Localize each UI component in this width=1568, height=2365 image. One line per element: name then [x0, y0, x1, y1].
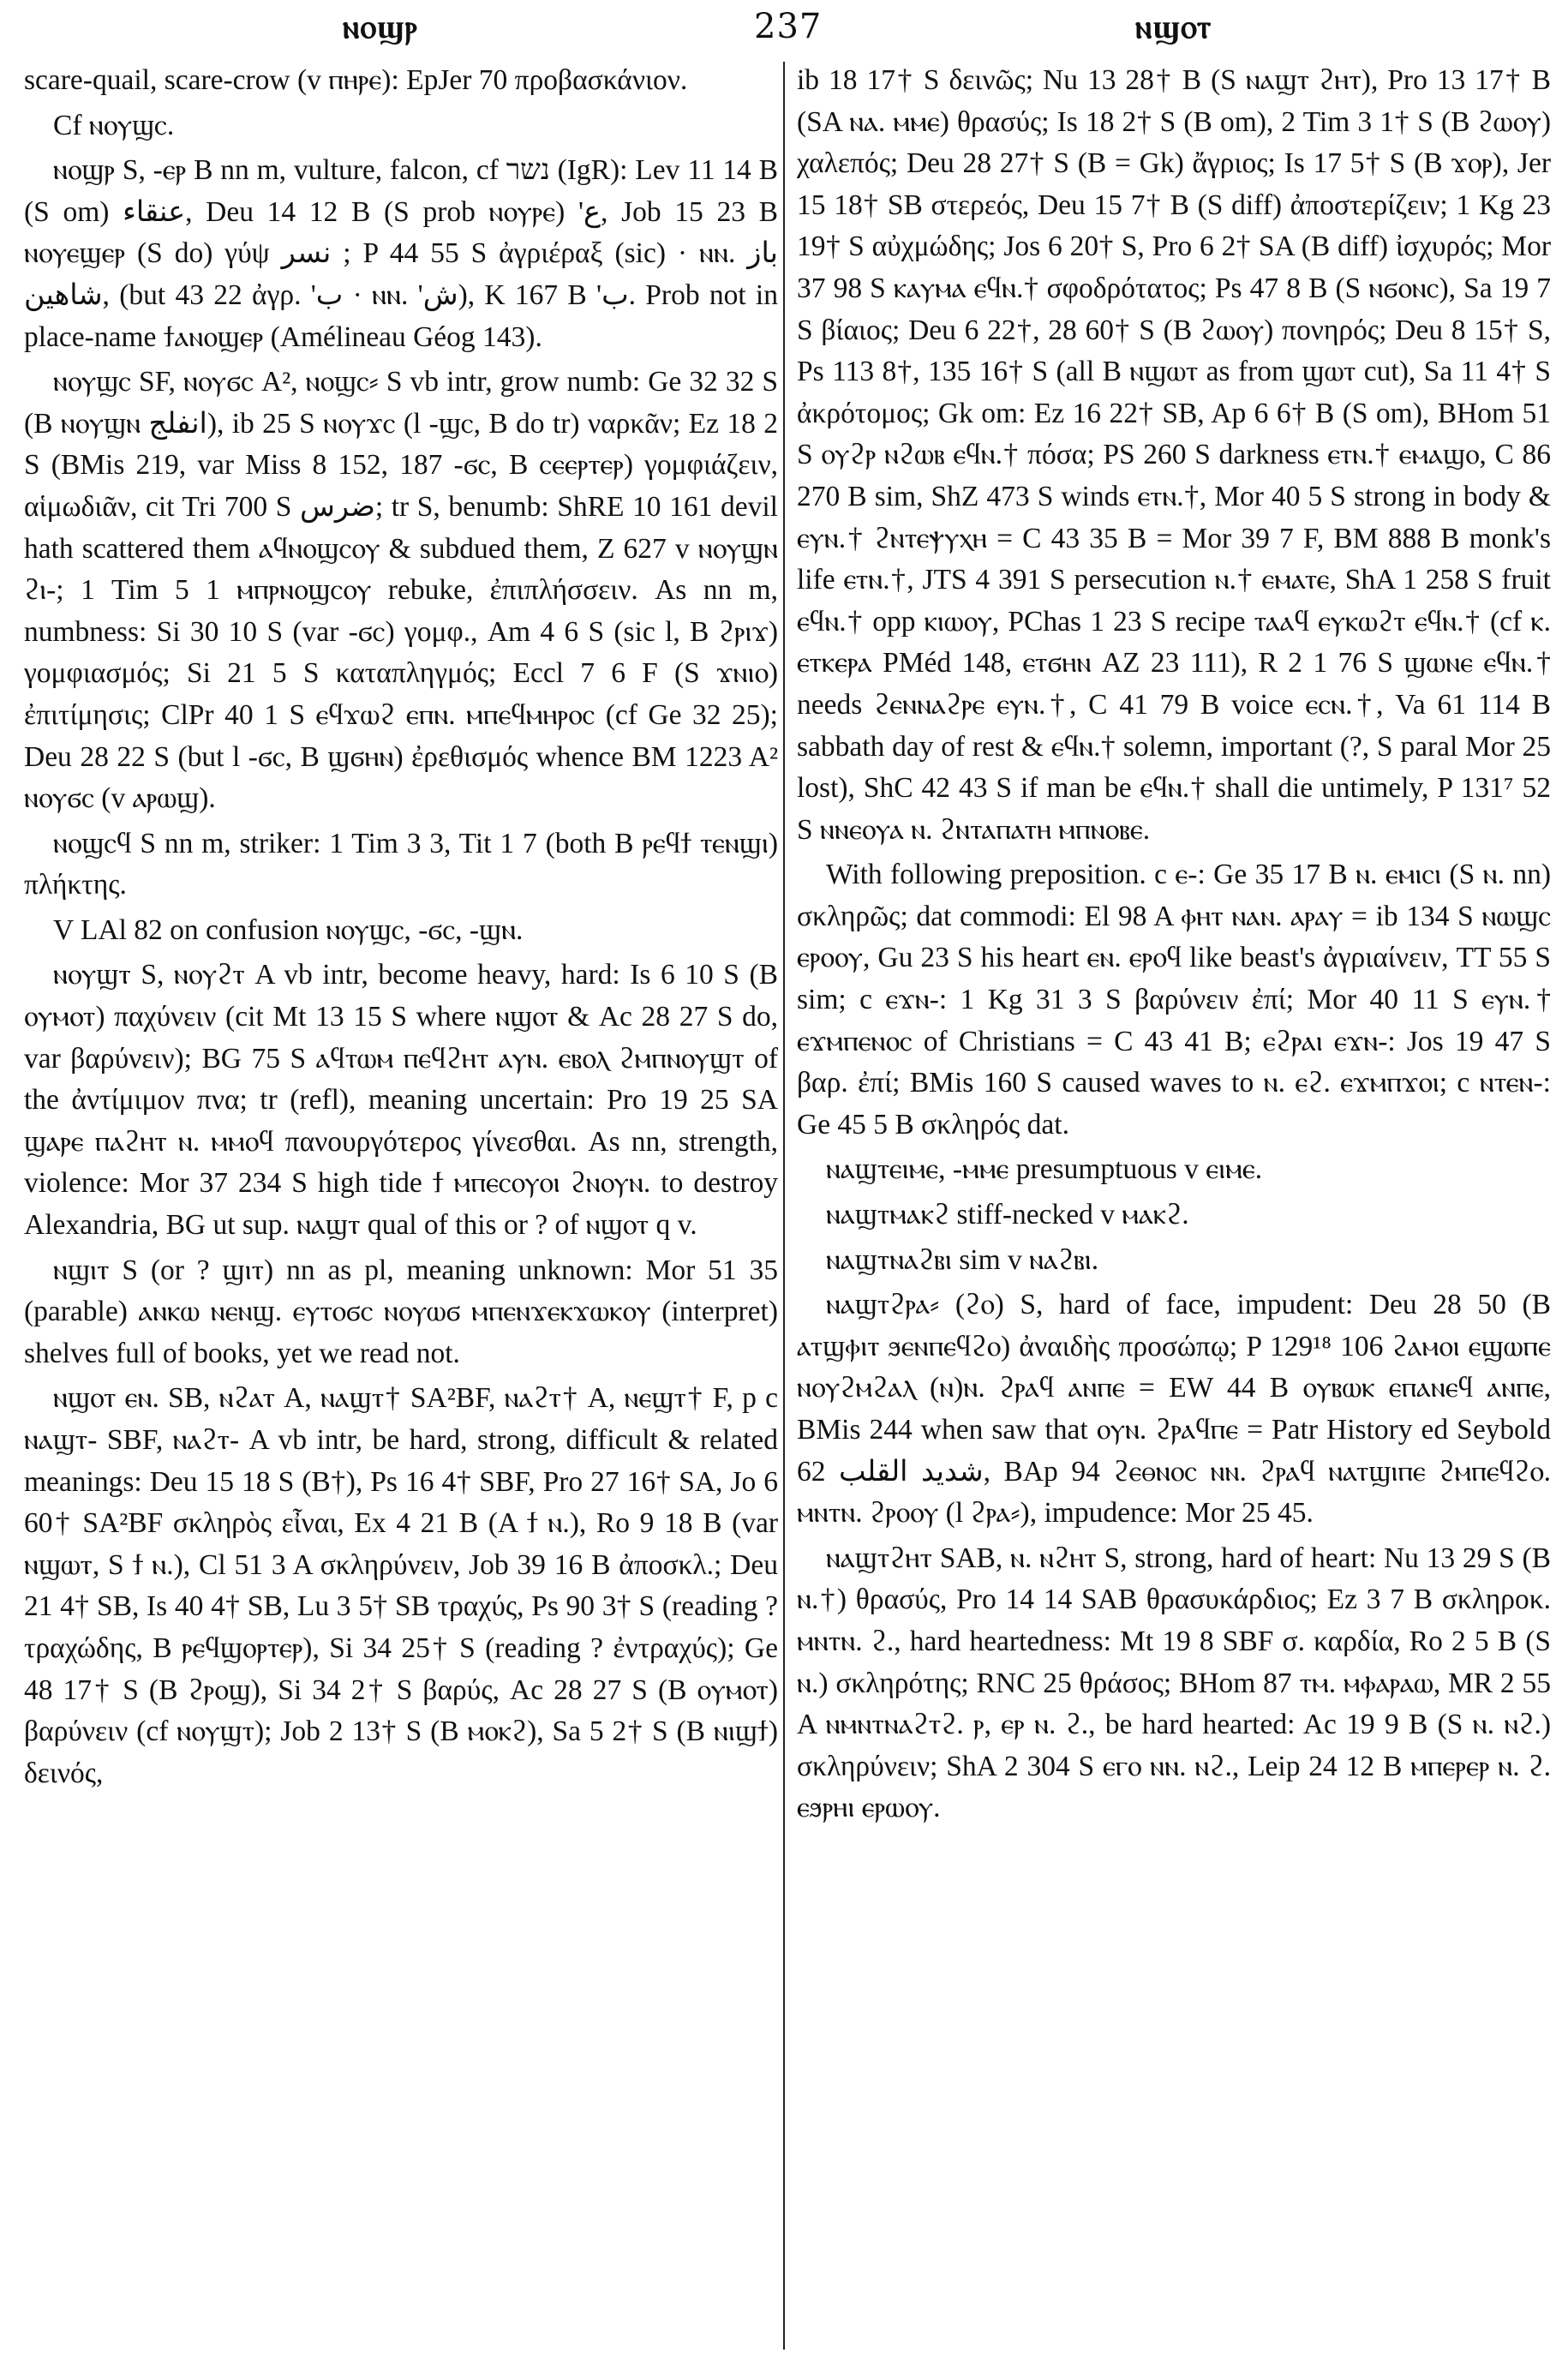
column-divider	[783, 62, 785, 2350]
compound-nashtmakh: ⲛⲁϣⲧⲙⲁⲕϩ stiff-necked v ⲙⲁⲕϩ.	[826, 1199, 1189, 1231]
subentry-prepositions: With following preposition. c ⲉ-: Ge 35 17 B ⲛ. ⲉⲙⲓⲥⲓ (S ⲛ. nn) σκληρῶς; dat commodi: El 98 A ⲫⲏⲧ ⲛⲁⲛ. ⲁⲣⲁⲩ = ib 134 S ⲛⲱϣⲥ ⲉⲣⲟⲟⲩ, Gu 23 S his heart ⲉⲛ. ⲉⲣⲟϥ like beast's ἀγριαίνειν, TT 55 S sim; c ⲉϫⲛ-: 1 Kg 31 3 S βαρύνειν ἐπί; Mor 40 11 S ⲉⲩⲛ.† ⲉϫⲙⲡⲉⲛⲟⲥ of Christians = C 43 41 B; ⲉϩⲣⲁⲓ ⲉϫⲛ-: Jos 19 47 S βαρ. ἐπί; BMis 160 S caused waves to ⲛ. ⲉϩ. ⲉϫⲙⲡϫⲟⲓ; c ⲛⲧⲉⲛ-: Ge 45 5 B σκληρός dat.	[797, 859, 1551, 1141]
entry-noushs: ⲛⲟⲩϣⲥ SF, ⲛⲟⲩϭⲥ A², ⲛⲟϣⲥ⸗ S vb intr, grow numb: Ge 32 32 S (B ⲛⲟⲩϣⲛ انفلج), ib 25 S ⲛⲟⲩϫⲥ (l -ϣⲥ, B do tr) ναρκᾶν; Ez 18 2 S (BMis 219, var Miss 8 152, 187 -ϭⲥ, B ⲥⲉⲉⲣⲧⲉⲣ) γομφιάζειν, αἱμωδιᾶν, cit Tri 700 S ضرس; tr S, benumb: ShRE 10 161 devil hath scattered them ⲁϥⲛⲟϣⲥⲟⲩ & subdued them, Z 627 v ⲛⲟⲩϣⲛ ϩⲓ-; 1 Tim 5 1 ⲙⲡⲣⲛⲟϣⲥⲟⲩ rebuke, ἐπιπλήσσειν. As nn m, numbness: Si 30 10 S (var -ϭⲥ) γομφ., Am 4 6 S (sic l, B ϩⲣⲓϫ) γομφιασμός; Si 21 5 S καταπληγμός; Eccl 7 6 F (S ϫⲛⲓⲟ) ἐπιτίμησις; ClPr 40 1 S ⲉϥϫⲱϩ ⲉⲡⲛ. ⲙⲡⲉϥⲙⲏⲣⲟⲥ (cf Ge 32 25); Deu 28 22 S (but l -ϭⲥ, B ϣϭⲏⲛ) ἐρεθισμός whence BM 1223 A² ⲛⲟⲩϭⲥ (v ⲁⲣⲱϣ).	[24, 366, 778, 815]
left-column	[24, 60, 778, 1798]
entry-nshit: ⲛϣⲓⲧ S (or ? ϣⲓⲧ) nn as pl, meaning unknown: Mor 51 35 (parable) ⲁⲛⲕⲱ ⲛⲉⲛϣ. ⲉⲩⲧⲟϭⲥ ⲛⲟⲩⲱϭ ⲙⲡⲉⲛϫⲉⲕϫⲱⲕⲟⲩ (interpret) shelves full of books, yet we read not.	[24, 1254, 778, 1369]
entry-noushst: ⲛⲟⲩϣⲧ S, ⲛⲟⲩϩⲧ A vb intr, become heavy, hard: Is 6 10 S (B ⲟⲩⲙⲟⲧ) παχύνειν (cit Mt 13 15 S where ⲛϣⲟⲧ & Ac 28 27 S do, var βαρύνειν); BG 75 S ⲁϥⲧⲱⲙ ⲡⲉϥϩⲏⲧ ⲁⲩⲛ. ⲉⲃⲟⲗ ϩⲙⲡⲛⲟⲩϣⲧ of the ἀντίμιμον πνα; tr (refl), meaning uncertain: Pro 19 25 SA ϣⲁⲣⲉ ⲡⲁϩⲏⲧ ⲛ. ⲙⲙⲟϥ πανουργότερος γίνεσθαι. As nn, strength, violence: Mor 37 234 S high tide ϯ ⲙⲡⲉⲥⲟⲩⲟⲓ ϩⲛⲟⲩⲛ. to destroy Alexandria, BG ut sup. ⲛⲁϣⲧ qual of this or ? of ⲛϣⲟⲧ q v.	[24, 959, 778, 1242]
right-column	[797, 60, 1551, 1833]
cross-reference: Cf ⲛⲟⲩϣⲥ.	[53, 109, 175, 141]
page-header	[0, 7, 1568, 58]
entry-nshot: ⲛϣⲟⲧ ⲉⲛ. SB, ⲛϩⲁⲧ A, ⲛⲁϣⲧ† SA²BF, ⲛⲁϩⲧ† A, ⲛⲉϣⲧ† F, p c ⲛⲁϣⲧ- SBF, ⲛⲁϩⲧ- A vb intr, be hard, strong, difficult & related meanings: Deu 15 18 S (B†), Ps 16 4† SBF, Pro 27 16† SA, Jo 6 60† SA²BF σκληρὸς εἶναι, Ex 4 21 B (A ϯ ⲛ.), Ro 9 18 B (var ⲛϣⲱⲧ, S ϯ ⲛ.), Cl 51 3 A σκληρύνειν, Job 39 16 B ἀποσκλ.; Deu 21 4† SB, Is 40 4† SB, Lu 3 5† SB τραχύς, Ps 90 3† S (reading ? τραχώδης, B ⲣⲉϥϣⲟⲣⲧⲉⲣ), Si 34 25† S (reading ? ἐντραχύς); Ge 48 17† S (B ϩⲣⲟϣ), Si 34 2† S βαρύς, Ac 28 27 S (B ⲟⲩⲙⲟⲧ) βαρύνειν (cf ⲛⲟⲩϣⲧ); Job 2 13† S (B ⲙⲟⲕϩ), Sa 5 2† S (B ⲛⲓϣϯ) δεινός,	[24, 1382, 778, 1789]
entry-nosr: ⲛⲟϣⲣ S, -ⲉⲣ B nn m, vulture, falcon, cf נשר (IgR): Lev 11 14 B (S om) عنقاء, Deu 14 12 B (S prob ⲛⲟⲩⲣⲉ) 'ع, Job 15 23 B ⲛⲟⲩⲉϣⲉⲣ (S do) γύψ نسر ; P 44 55 S ἀγριέραξ (sic) · ⲛⲛ. باز ,شاهين (but 43 22 ἀγρ. 'ب · ⲛⲛ. 'ش), K 167 B 'ب. Prob not in place-name ϯⲁⲛⲟϣⲉⲣ (Amélineau Géog 143).	[24, 154, 778, 353]
compound-nashtnahbi: ⲛⲁϣⲧⲛⲁϩⲃⲓ sim v ⲛⲁϩⲃⲓ.	[826, 1243, 1099, 1276]
entry-nshot-continued: ib 18 17† S δεινῶς; Nu 13 28† B (S ⲛⲁϣⲧ ϩⲏⲧ), Pro 13 17† B (SA ⲛⲁ. ⲙⲙⲉ) θρασύς; Is 18 2† S (B om), 2 Tim 3 1† S (B ϩⲱⲟⲩ) χαλεπός; Deu 28 27† S (B = Gk) ἄγριος; Is 17 5† S (B ϫⲟⲣ), Jer 15 18† SB στερεός, Deu 15 7† B (S diff) ἀποστερίζειν; 1 Kg 23 19† S αὐχμώδης; Jos 6 20† S, Pro 6 2† SA (B diff) ἰσχυρός; Mor 37 98 S ⲕⲁⲩⲙⲁ ⲉϥⲛ.† σφοδρότατος; Ps 47 8 B (S ⲛϭⲟⲛⲥ), Sa 19 7 S βίαιος; Deu 6 22†, 28 60† S (B ϩⲱⲟⲩ) πονηρός; Deu 8 15† S, Ps 113 8†, 135 16† S (all B ⲛϣⲱⲧ as from ϣⲱⲧ cut), Sa 11 4† S ἀκρότομος; Gk om: Ez 16 22† SB, Ap 6 6† B (S om), BHom 51 S ⲟⲩϩⲣ ⲛϩⲱⲃ ⲉϥⲛ.† πόσα; PS 260 S darkness ⲉⲧⲛ.† ⲉⲙⲁϣⲟ, C 86 270 B sim, ShZ 473 S winds ⲉⲧⲛ.†, Mor 40 5 S strong in body & ⲉⲩⲛ.† ϩⲛⲧⲉⲯⲩⲭⲏ = C 43 35 B = Mor 39 7 F, BM 888 B monk's life ⲉⲧⲛ.†, JTS 4 391 S persecution ⲛ.† ⲉⲙⲁⲧⲉ, ShA 1 258 S fruit ⲉϥⲛ.† opp ⲕⲓⲱⲟⲩ, PChas 1 23 S recipe ⲧⲁⲁϥ ⲉⲩⲕⲱϩⲧ ⲉϥⲛ.† (cf ⲕ. ⲉⲧⲕⲉⲣⲁ PMéd 148, ⲉⲧϭⲏⲛ AZ 23 111), R 2 1 76 S ϣⲱⲛⲉ ⲉϥⲛ.† needs ϩⲉⲛⲛⲁϩⲣⲉ ⲉⲩⲛ.†, C 41 79 B voice ⲉⲥⲛ.†, Va 61 114 B sabbath day of rest & ⲉϥⲛ.† solemn, important (?, S paral Mor 25 lost), ShC 42 43 S if man be ⲉϥⲛ.† shall die untimely, P 131⁷ 52 S ⲛⲛⲉⲟⲩⲁ ⲛ. ϩⲛⲧⲁⲡⲁⲧⲏ ⲙⲡⲛⲟⲃⲉ.	[797, 64, 1551, 846]
page-number: 237	[754, 7, 823, 46]
entry-continuation: scare-quail, scare-crow (v ⲡⲏⲣⲉ): EpJer 70 προβασκάνιον.	[24, 64, 688, 96]
right-running-head: ⲛϣⲟⲧ	[1135, 7, 1212, 45]
compound-nashthet: ⲛⲁϣⲧϩⲏⲧ SAB, ⲛ. ⲛϩⲏⲧ S, strong, hard of heart: Nu 13 29 S (B ⲛ.†) θρασύς, Pro 14 14 SAB θρασυκάρδιος; Ez 3 7 B σκληροκ. ⲙⲛⲧⲛ. ϩ., hard heartedness: Mt 19 8 SBF σ. καρδία, Ro 2 5 B (S ⲛ.) σκληρότης; RNC 25 θράσος; BHom 87 ⲧⲙ. ⲙⲫⲁⲣⲁⲱ, MR 2 55 A ⲛⲙⲛⲧⲛⲁϩⲧϩ. ⲣ, ⲉⲣ ⲛ. ϩ., be hard hearted: Ac 19 9 B (S ⲛ. ⲛϩ.) σκληρύνειν; ShA 2 304 S ⲉⲅⲟ ⲛⲛ. ⲛϩ., Leip 24 12 B ⲙⲡⲉⲣⲉⲣ ⲛ. ϩ. ⲉϧⲣⲏⲓ ⲉⲣⲱⲟⲩ.	[797, 1542, 1551, 1824]
subentry-noshsf: ⲛⲟϣⲥϥ S nn m, striker: 1 Tim 3 3, Tit 1 7 (both B ⲣⲉϥϯ ⲧⲉⲛϣⲓ) πλήκτης.	[24, 827, 778, 901]
note-confusion: V LAl 82 on confusion ⲛⲟⲩϣⲥ, -ϭⲥ, -ϣⲛ.	[53, 913, 524, 946]
compound-nashteime: ⲛⲁϣⲧⲉⲓⲙⲉ, -ⲙⲙⲉ presumptuous v ⲉⲓⲙⲉ.	[826, 1153, 1263, 1186]
compound-nashthra: ⲛⲁϣⲧϩⲣⲁ⸗ (ϩⲟ) S, hard of face, impudent: Deu 28 50 (B ⲁⲧϣⲫⲓⲧ ϧⲉⲛⲡⲉϥϩⲟ) ἀναιδὴς προσώπῳ; P 129¹⁸ 106 ϩⲁⲙⲟⲓ ⲉϣⲱⲡⲉ ⲛⲟⲩϩⲙϩⲁⲗ (ⲛ)ⲛ. ϩⲣⲁϥ ⲁⲛⲡⲉ = EW 44 B ⲟⲩⲃⲱⲕ ⲉⲡⲁⲛⲉϥ ⲁⲛⲡⲉ, BMis 244 when saw that ⲟⲩⲛ. ϩⲣⲁϥⲡⲉ = Patr History ed Seybold 62 شديد القلب, BAp 94 ϩⲉⲑⲛⲟⲥ ⲛⲛ. ϩⲣⲁϥ ⲛⲁⲧϣⲓⲡⲉ ϩⲙⲡⲉϥϩⲟ. ⲙⲛⲧⲛ. ϩⲣⲟⲟⲩ (l ϩⲣⲁ⸗), impudence: Mor 25 45.	[797, 1289, 1552, 1530]
left-running-head: ⲛⲟϣⲣ	[343, 7, 418, 45]
